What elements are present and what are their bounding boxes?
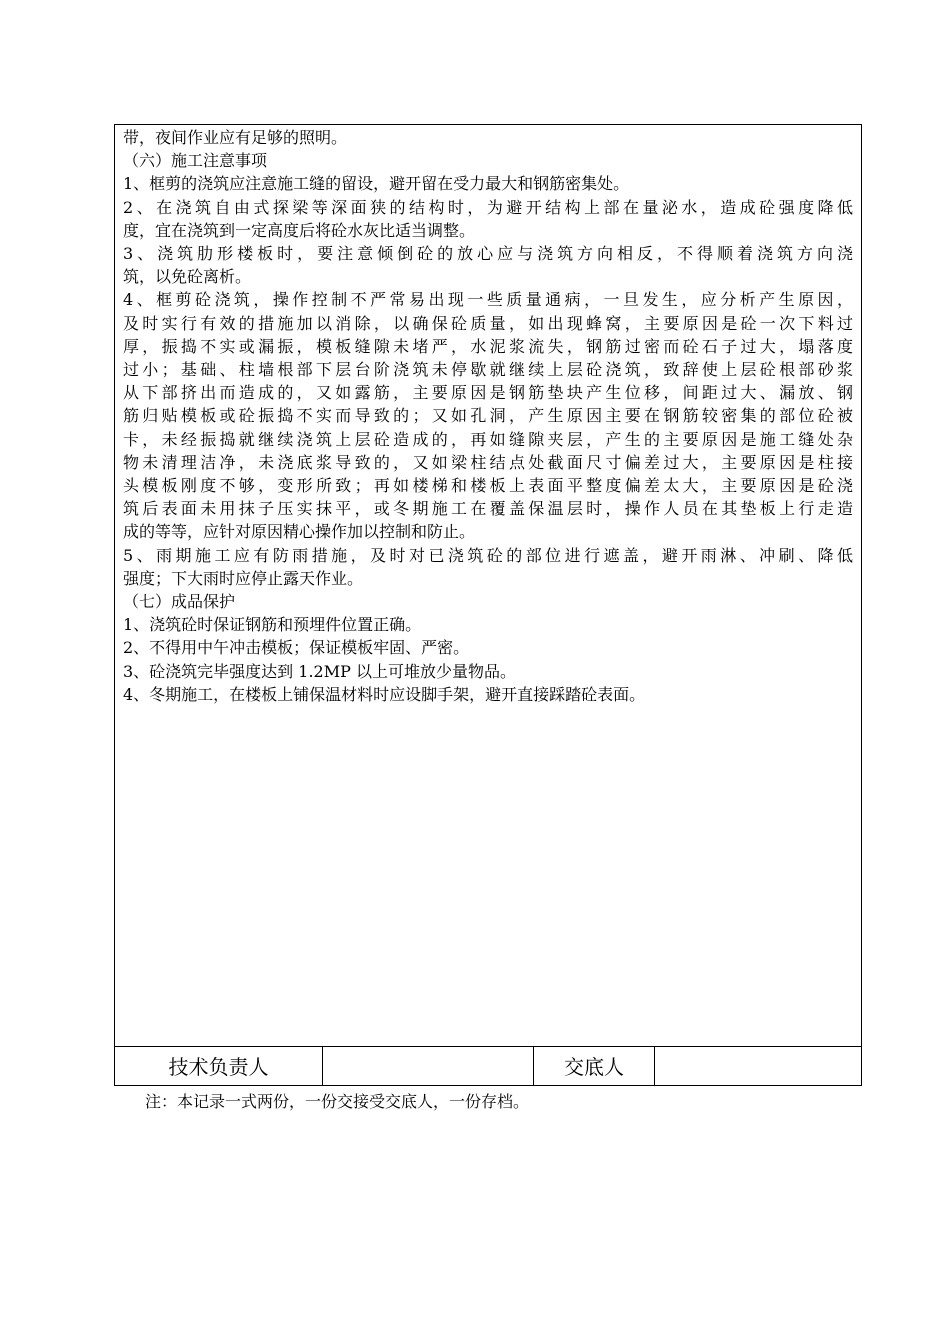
text-line: 厚，振捣不实或漏振，模板缝隙未堵严，水泥浆流失，钢筋过密而砼石子过大，塌落度 — [123, 336, 853, 356]
text-line: 1、框剪的浇筑应注意施工缝的留设，避开留在受力最大和钢筋密集处。 — [123, 174, 630, 194]
text-line: 筑后表面未用抹子压实抹平，或冬期施工在覆盖保温层时，操作人员在其垫板上行走造 — [123, 499, 853, 519]
text-line: 及时实行有效的措施加以消除，以确保砼质量，如出现蜂窝，主要原因是砼一次下料过 — [123, 313, 853, 333]
text-line: 过小；基础、柱墙根部下层台阶浇筑未停歇就继续上层砼浇筑，致辞使上层砼根部砂浆 — [123, 360, 853, 380]
text-line: 2、在浇筑自由式探梁等深面狭的结构时，为避开结构上部在量泌水，造成砼强度降低 — [123, 197, 853, 217]
text-line: 筋归贴模板或砼振捣不实而导致的；又如孔洞，产生原因主要在钢筋较密集的部位砼被 — [123, 406, 853, 426]
section-heading: （六）施工注意事项 — [123, 151, 268, 171]
text-line: 度，宜在浇筑到一定高度后将砼水灰比适当调整。 — [123, 220, 476, 240]
text-line: 物未清理洁净，未浇底浆导致的，又如梁柱结点处截面尺寸偏差过大，主要原因是柱接 — [123, 452, 853, 472]
text-line: 从下部挤出而造成的，又如露筋，主要原因是钢筋垫块产生位移，间距过大、漏放、钢 — [123, 383, 853, 403]
signature-row — [115, 1046, 861, 1085]
text-line: 筑，以免砼离析。 — [123, 267, 252, 287]
text-line: 强度；下大雨时应停止露天作业。 — [123, 568, 364, 588]
handover-person-signature-field[interactable] — [655, 1046, 861, 1085]
text-line: 4、框剪砼浇筑，操作控制不严常易出现一些质量通病，一旦发生，应分析产生原因， — [123, 290, 853, 310]
text-line: 卡，未经振捣就继续浇筑上层砼造成的，再如缝隙夹层，产生的主要原因是施工缝处杂 — [123, 429, 853, 449]
tech-lead-signature-field[interactable] — [323, 1046, 534, 1085]
text-line: 成的等等，应针对原因精心操作加以控制和防止。 — [123, 522, 476, 542]
section-heading: （七）成品保护 — [123, 592, 236, 612]
text-line: 5、雨期施工应有防雨措施，及时对已浇筑砼的部位进行遮盖，避开雨淋、冲刷、降低 — [123, 545, 853, 565]
text-line: 3、砼浇筑完毕强度达到 1.2MP 以上可堆放少量物品。 — [123, 661, 516, 681]
text-line: 3、浇筑肋形楼板时，要注意倾倒砼的放心应与浇筑方向相反，不得顺着浇筑方向浇 — [123, 244, 853, 264]
footer-note: 注：本记录一式两份，一份交接受交底人，一份存档。 — [145, 1092, 530, 1111]
tech-lead-label: 技术负责人 — [115, 1046, 323, 1085]
handover-record-table — [114, 124, 862, 1086]
text-line: 2、不得用中午冲击模板；保证模板牢固、严密。 — [123, 638, 470, 658]
record-content-cell — [115, 125, 861, 1047]
text-line: 1、浇筑砼时保证钢筋和预埋件位置正确。 — [123, 615, 422, 635]
handover-person-label: 交底人 — [534, 1046, 655, 1085]
text-line: 头模板刚度不够，变形所致；再如楼梯和楼板上表面平整度偏差太大，主要原因是砼浇 — [123, 476, 853, 496]
text-line: 4、冬期施工，在楼板上铺保温材料时应设脚手架，避开直接踩踏砼表面。 — [123, 684, 646, 704]
text-line: 带，夜间作业应有足够的照明。 — [123, 128, 348, 147]
